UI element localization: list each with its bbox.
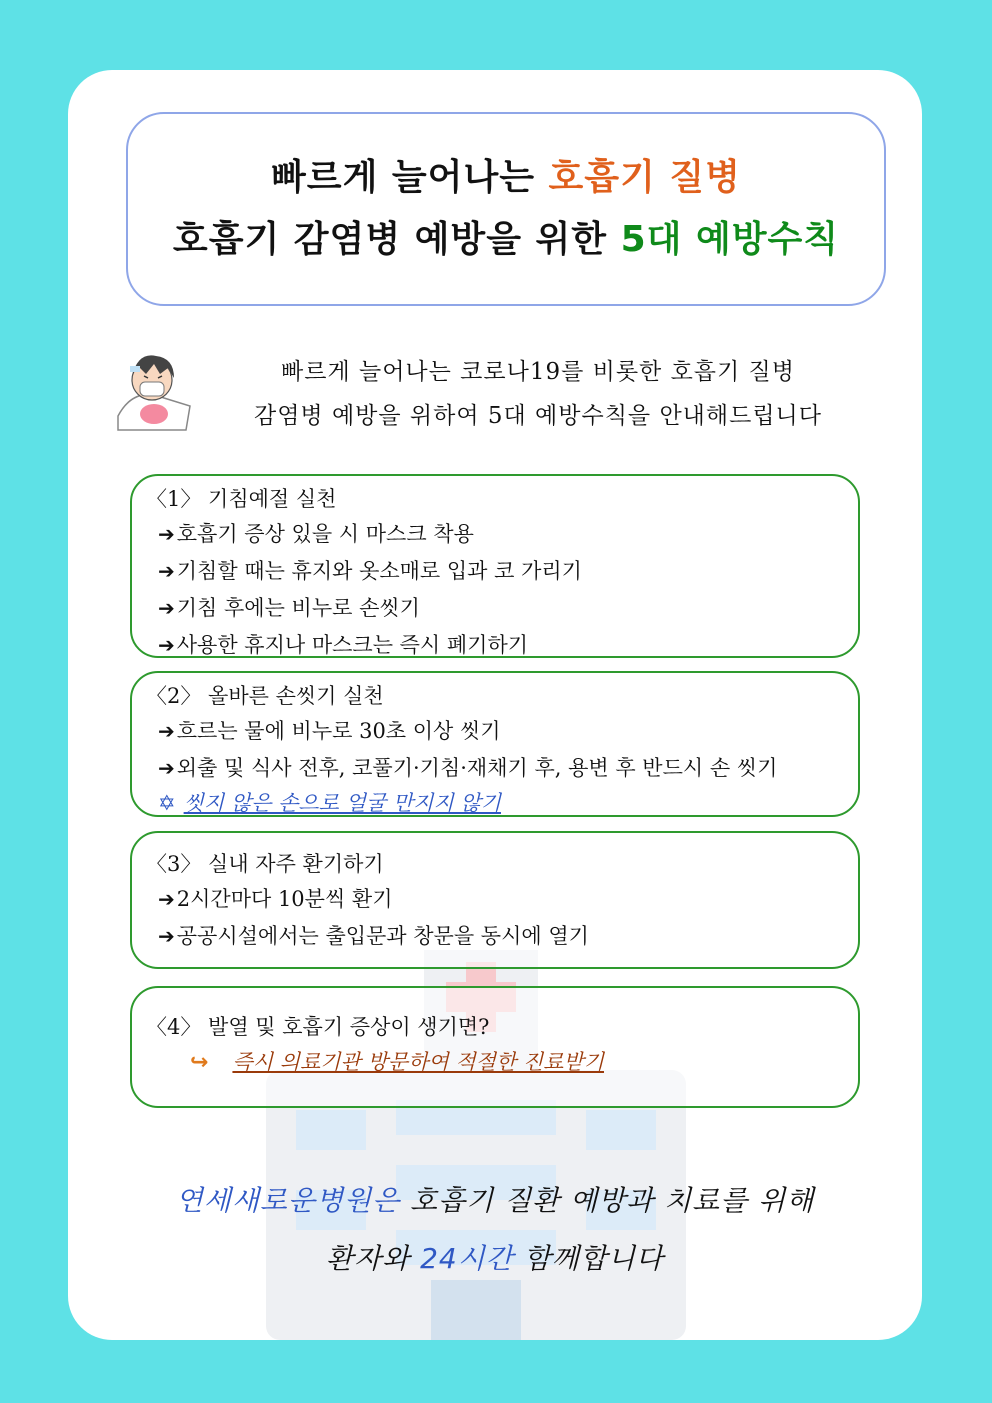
section-ventilation xyxy=(130,831,860,969)
section-heading: 〈2〉 올바른 손씻기 실천 xyxy=(146,684,384,708)
list-item: ➔기침할 때는 휴지와 옷소매로 입과 코 가리기 xyxy=(158,559,582,583)
section-fever-symptoms xyxy=(130,986,860,1108)
section-heading: 〈4〉 발열 및 호흡기 증상이 생기면? xyxy=(146,1015,490,1039)
arrow-right-icon: ➔ xyxy=(158,924,175,948)
arrow-right-icon: ➔ xyxy=(158,756,175,780)
closing-highlight-24h: 24시간 xyxy=(420,1242,514,1275)
title-box xyxy=(126,112,886,306)
intro-line-2: 감염병 예방을 위하여 5대 예방수칙을 안내해드립니다 xyxy=(254,403,822,429)
arrow-right-icon: ➔ xyxy=(158,887,175,911)
intro-text xyxy=(188,350,888,438)
arrow-right-icon: ➔ xyxy=(158,633,175,657)
list-item: ➔공공시설에서는 출입문과 창문을 동시에 열기 xyxy=(158,924,589,948)
closing-line-1: 연세새로운병원은 호흡기 질환 예방과 치료를 위해 xyxy=(175,1184,815,1217)
list-item: ➔외출 및 식사 전후, 코풀기·기침·재채기 후, 용변 후 반드시 손 씻기 xyxy=(158,756,778,780)
sick-person-mask-icon xyxy=(114,346,194,432)
arrow-right-icon: ➔ xyxy=(158,522,175,546)
title-highlight-disease: 호흡기 질병 xyxy=(548,157,741,198)
list-item: ➔기침 후에는 비누로 손씻기 xyxy=(158,596,420,620)
title-line-2 xyxy=(173,209,839,271)
intro-line-1: 빠르게 늘어나는 코로나19를 비롯한 호흡기 질병 xyxy=(281,359,795,385)
arrow-right-icon: ➔ xyxy=(158,559,175,583)
section-heading: 〈3〉 실내 자주 환기하기 xyxy=(146,852,384,876)
section-hand-washing xyxy=(130,671,860,817)
list-item: ➔흐르는 물에 비누로 30초 이상 씻기 xyxy=(158,719,501,743)
list-item: ➔사용한 휴지나 마스크는 즉시 폐기하기 xyxy=(158,633,529,657)
curved-arrow-icon: ↪ xyxy=(190,1050,209,1075)
section-cough-etiquette xyxy=(130,474,860,658)
title-highlight-rules: 5대 예방수칙 xyxy=(620,219,840,260)
closing-message xyxy=(68,1172,922,1288)
list-item: ➔2시간마다 10분씩 환기 xyxy=(158,887,393,911)
title-line-2-text: 호흡기 감염병 예방을 위한 xyxy=(172,219,621,260)
arrow-right-icon: ➔ xyxy=(158,719,175,743)
title-line-1 xyxy=(271,147,741,209)
section-heading: 〈1〉 기침예절 실천 xyxy=(146,487,337,511)
poster-card xyxy=(68,70,922,1340)
closing-line-2: 환자와 24시간 함께합니다 xyxy=(326,1242,664,1275)
title-line-1-text: 빠르게 늘어나는 xyxy=(271,157,549,198)
list-item-note: ✡ 씻지 않은 손으로 얼굴 만지지 않기 xyxy=(158,791,501,815)
hospital-name: 연세새로운병원은 xyxy=(175,1184,401,1217)
list-item: ➔호흡기 증상 있을 시 마스크 착용 xyxy=(158,522,474,546)
star-icon: ✡ xyxy=(158,791,176,815)
arrow-right-icon: ➔ xyxy=(158,596,175,620)
list-item-note: ↪ 즉시 의료기관 방문하여 적절한 진료받기 xyxy=(190,1050,604,1075)
